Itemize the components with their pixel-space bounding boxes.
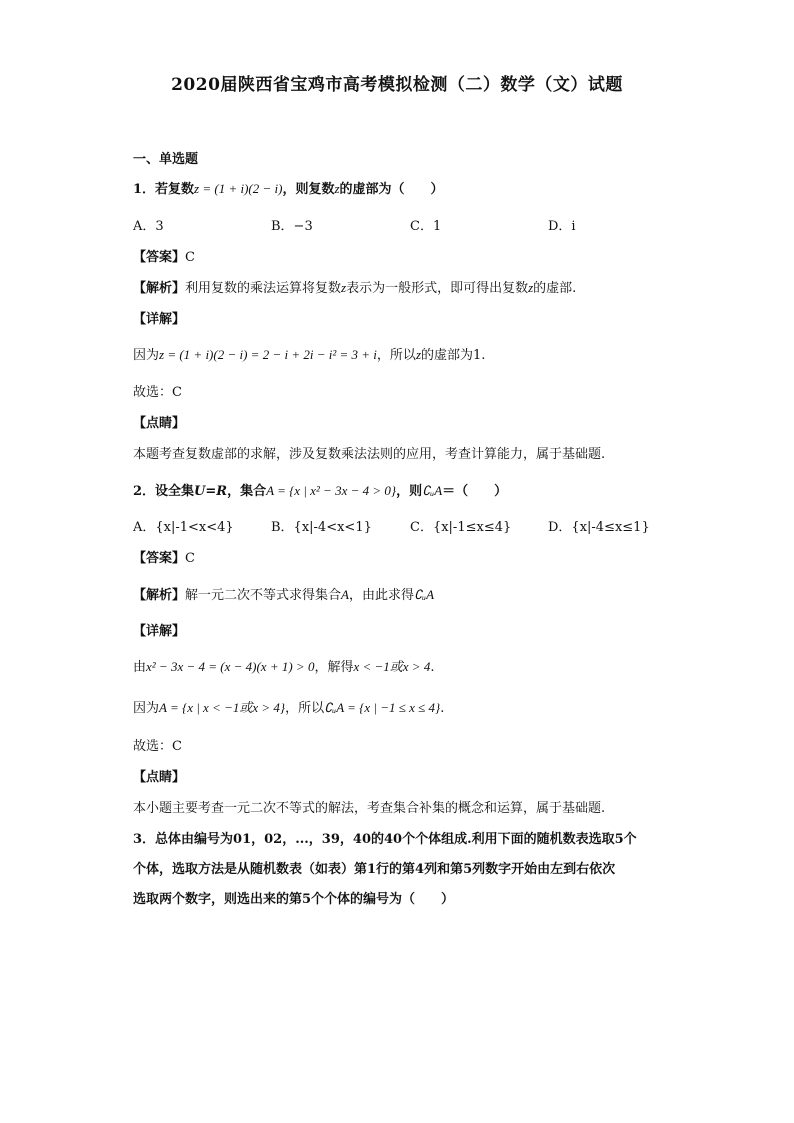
q1-detail-heading: 【详解】 [133,312,186,327]
q2-comment-heading: 【点睛】 [133,770,186,785]
q1-option-c: C．1 [410,219,442,234]
q1-analysis: 【解析】利用复数的乘法运算将复数z表示为一般形式，即可得出复数z的虚部. [133,280,577,296]
q1-formula: z = (1 + i)(2 − i) [194,181,283,196]
q2-comment: 本小题主要考查一元二次不等式的解法，考查集合补集的概念和运算，属于基础题. [133,801,606,816]
q2-option-b: B．{x|-4<x<1} [271,520,372,535]
q2-answer: 【答案】C [133,551,195,566]
page-title: 2020届陕西省宝鸡市高考模拟检测（二）数学（文）试题 [171,75,623,95]
q1-comment-heading: 【点睛】 [133,416,186,431]
q1-option-d: D．i [548,219,576,234]
q2-analysis: 【解析】解一元二次不等式求得集合A，由此求得∁ᵤA [133,587,435,603]
q2-option-c: C．{x|-1≤x≤4} [410,520,512,535]
q1-choose: 故选：C [133,385,182,400]
q2-detail-2: 因为A = {x | x < −1或x > 4}，所以∁ᵤA = {x | −1 ≤ x ≤ 4}. [133,700,445,716]
q1-comment: 本题考查复数虚部的求解，涉及复数乘法法则的应用，考查计算能力，属于基础题. [133,447,606,462]
q1-answer: 【答案】C [133,250,195,265]
q1-detail-formula: z = (1 + i)(2 − i) = 2 − i + 2i − i² = 3 + i [159,347,377,362]
q2-formula: A = {x | x² − 3x − 4 > 0} [266,483,397,498]
q1-detail: 因为z = (1 + i)(2 − i) = 2 − i + 2i − i² = 3 + i，所以z的虚部为1. [133,347,486,363]
q1-stem: 1．若复数z = (1 + i)(2 − i)，则复数z的虚部为（ ） [133,181,444,197]
q3-stem-line-2: 个体，选取方法是从随机数表（如表）第1行的第4列和第5列数字开始由左到右依次 [133,862,616,877]
q2-detail-heading: 【详解】 [133,624,186,639]
q2-choose: 故选：C [133,739,182,754]
q2-detail-1: 由x² − 3x − 4 = (x − 4)(x + 1) > 0，解得x < −1或x > 4. [133,659,435,675]
q3-stem-line-1: 3．总体由编号为01，02，...，39，40的40个个体组成.利用下面的随机数表选取5个 [133,832,637,847]
q2-option-a: A．{x|-1<x<4} [133,520,234,535]
section-heading: 一、单选题 [133,152,199,167]
q3-stem-line-3: 选取两个数字，则选出来的第5个个体的编号为（ ） [133,892,455,907]
q1-option-a: A．3 [133,219,164,234]
q2-option-d: D．{x|-4≤x≤1} [548,520,650,535]
q1-option-b: B．−3 [271,219,313,234]
q2-stem: 2．设全集U=R，集合A = {x | x² − 3x − 4 > 0}，则∁ᵤA＝（ ） [133,483,508,499]
